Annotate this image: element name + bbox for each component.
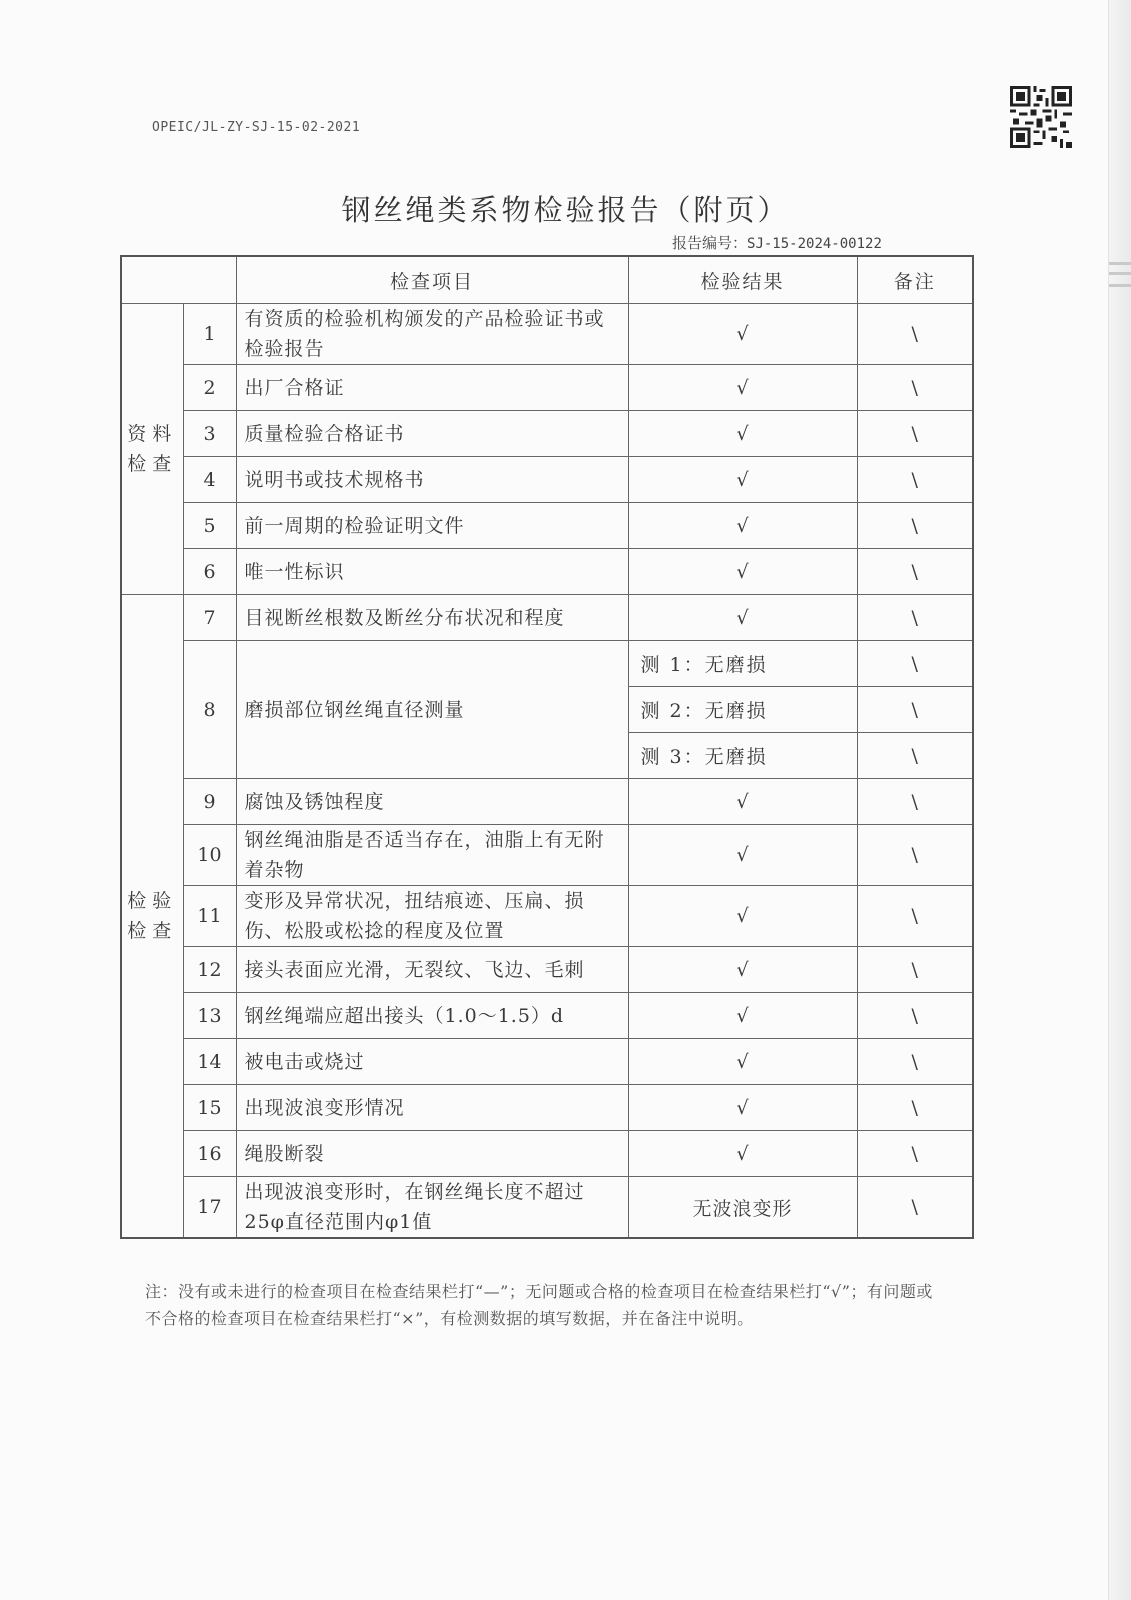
row-result: √ xyxy=(628,457,857,503)
table-row xyxy=(121,411,973,457)
row-result: √ xyxy=(628,1039,857,1085)
table-row xyxy=(121,549,973,595)
row-remark: \ xyxy=(857,779,973,825)
scan-edge-mark xyxy=(1109,284,1131,287)
report-number-value: SJ-15-2024-00122 xyxy=(747,236,882,252)
scan-edge xyxy=(1108,0,1131,1600)
row-remark: \ xyxy=(857,411,973,457)
table-row xyxy=(121,1131,973,1177)
row-remark: \ xyxy=(857,993,973,1039)
row-remark: \ xyxy=(857,825,973,886)
row-number: 4 xyxy=(183,457,236,503)
row-item: 钢丝绳油脂是否适当存在，油脂上有无附着杂物 xyxy=(236,825,628,886)
header-result: 检验结果 xyxy=(628,256,857,304)
row-number: 13 xyxy=(183,993,236,1039)
row-result: √ xyxy=(628,365,857,411)
row-number: 6 xyxy=(183,549,236,595)
row-number: 3 xyxy=(183,411,236,457)
row-result: √ xyxy=(628,595,857,641)
row-number: 1 xyxy=(183,304,236,365)
row-item: 接头表面应光滑，无裂纹、飞边、毛刺 xyxy=(236,947,628,993)
row-remark: \ xyxy=(857,886,973,947)
row-number: 11 xyxy=(183,886,236,947)
row-result: √ xyxy=(628,304,857,365)
table-row xyxy=(121,595,973,641)
header-blank-cell xyxy=(121,256,236,304)
row-remark: \ xyxy=(857,641,973,687)
row-item: 出现波浪变形时，在钢丝绳长度不超过25φ直径范围内φ1值 xyxy=(236,1177,628,1239)
document-code: OPEIC/JL-ZY-SJ-15-02-2021 xyxy=(152,120,361,135)
row-remark: \ xyxy=(857,947,973,993)
table-row xyxy=(121,503,973,549)
row-result: √ xyxy=(628,993,857,1039)
header-remark: 备注 xyxy=(857,256,973,304)
row-result: 无波浪变形 xyxy=(628,1177,857,1239)
row-item: 变形及异常状况，扭结痕迹、压扁、损伤、松股或松捻的程度及位置 xyxy=(236,886,628,947)
row-result: √ xyxy=(628,411,857,457)
row-item: 目视断丝根数及断丝分布状况和程度 xyxy=(236,595,628,641)
row-item: 有资质的检验机构颁发的产品检验证书或检验报告 xyxy=(236,304,628,365)
row-result-measure-1: 测 1：无磨损 xyxy=(628,641,857,687)
scan-edge-mark xyxy=(1109,272,1131,275)
row-item: 出厂合格证 xyxy=(236,365,628,411)
row-item: 磨损部位钢丝绳直径测量 xyxy=(236,641,628,779)
row-number: 2 xyxy=(183,365,236,411)
row-remark: \ xyxy=(857,1085,973,1131)
row-remark: \ xyxy=(857,1177,973,1239)
row-result: √ xyxy=(628,1085,857,1131)
row-remark: \ xyxy=(857,687,973,733)
row-result: √ xyxy=(628,886,857,947)
table-row xyxy=(121,947,973,993)
row-item: 质量检验合格证书 xyxy=(236,411,628,457)
row-item: 绳股断裂 xyxy=(236,1131,628,1177)
row-number: 9 xyxy=(183,779,236,825)
row-item: 唯一性标识 xyxy=(236,549,628,595)
row-number: 12 xyxy=(183,947,236,993)
row-item: 说明书或技术规格书 xyxy=(236,457,628,503)
row-result: √ xyxy=(628,947,857,993)
row-remark: \ xyxy=(857,503,973,549)
header-item: 检查项目 xyxy=(236,256,628,304)
table-row xyxy=(121,304,973,365)
row-result-measure-2: 测 2：无磨损 xyxy=(628,687,857,733)
row-number: 14 xyxy=(183,1039,236,1085)
table-row xyxy=(121,1085,973,1131)
row-number: 8 xyxy=(183,641,236,779)
row-remark: \ xyxy=(857,595,973,641)
row-remark: \ xyxy=(857,1131,973,1177)
footnote: 注：没有或未进行的检查项目在检查结果栏打“—”；无问题或合格的检查项目在检查结果栏打“√”；有问题或不合格的检查项目在检查结果栏打“×”，有检测数据的填写数据，并在备注中说明。 xyxy=(145,1282,933,1328)
row-number: 16 xyxy=(183,1131,236,1177)
inspection-table xyxy=(120,255,974,1239)
row-remark: \ xyxy=(857,365,973,411)
row-remark: \ xyxy=(857,733,973,779)
scan-edge-mark xyxy=(1109,262,1131,265)
table-row xyxy=(121,641,973,687)
row-result: √ xyxy=(628,503,857,549)
row-remark: \ xyxy=(857,549,973,595)
category-inspection-check: 检验检查 xyxy=(121,595,183,1239)
row-item: 钢丝绳端应超出接头（1.0～1.5）d xyxy=(236,993,628,1039)
table-row xyxy=(121,825,973,886)
row-item: 腐蚀及锈蚀程度 xyxy=(236,779,628,825)
table-row xyxy=(121,993,973,1039)
row-number: 7 xyxy=(183,595,236,641)
report-title: 钢丝绳类系物检验报告（附页） xyxy=(341,193,790,227)
report-number xyxy=(672,232,882,253)
table-row xyxy=(121,779,973,825)
row-remark: \ xyxy=(857,1039,973,1085)
row-number: 5 xyxy=(183,503,236,549)
report-number-label: 报告编号： xyxy=(672,234,748,252)
row-item: 出现波浪变形情况 xyxy=(236,1085,628,1131)
row-result: √ xyxy=(628,549,857,595)
row-item: 前一周期的检验证明文件 xyxy=(236,503,628,549)
table-row xyxy=(121,1177,973,1239)
table-row xyxy=(121,457,973,503)
table-row xyxy=(121,365,973,411)
row-number: 15 xyxy=(183,1085,236,1131)
row-item: 被电击或烧过 xyxy=(236,1039,628,1085)
table-header-row xyxy=(121,256,973,304)
row-remark: \ xyxy=(857,304,973,365)
table-row xyxy=(121,1039,973,1085)
row-result: √ xyxy=(628,825,857,886)
row-result-measure-3: 测 3：无磨损 xyxy=(628,733,857,779)
row-number: 10 xyxy=(183,825,236,886)
qr-code-icon xyxy=(1010,86,1072,148)
category-document-check: 资料检查 xyxy=(121,304,183,595)
row-result: √ xyxy=(628,779,857,825)
row-remark: \ xyxy=(857,457,973,503)
table-row xyxy=(121,886,973,947)
row-result: √ xyxy=(628,1131,857,1177)
row-number: 17 xyxy=(183,1177,236,1239)
